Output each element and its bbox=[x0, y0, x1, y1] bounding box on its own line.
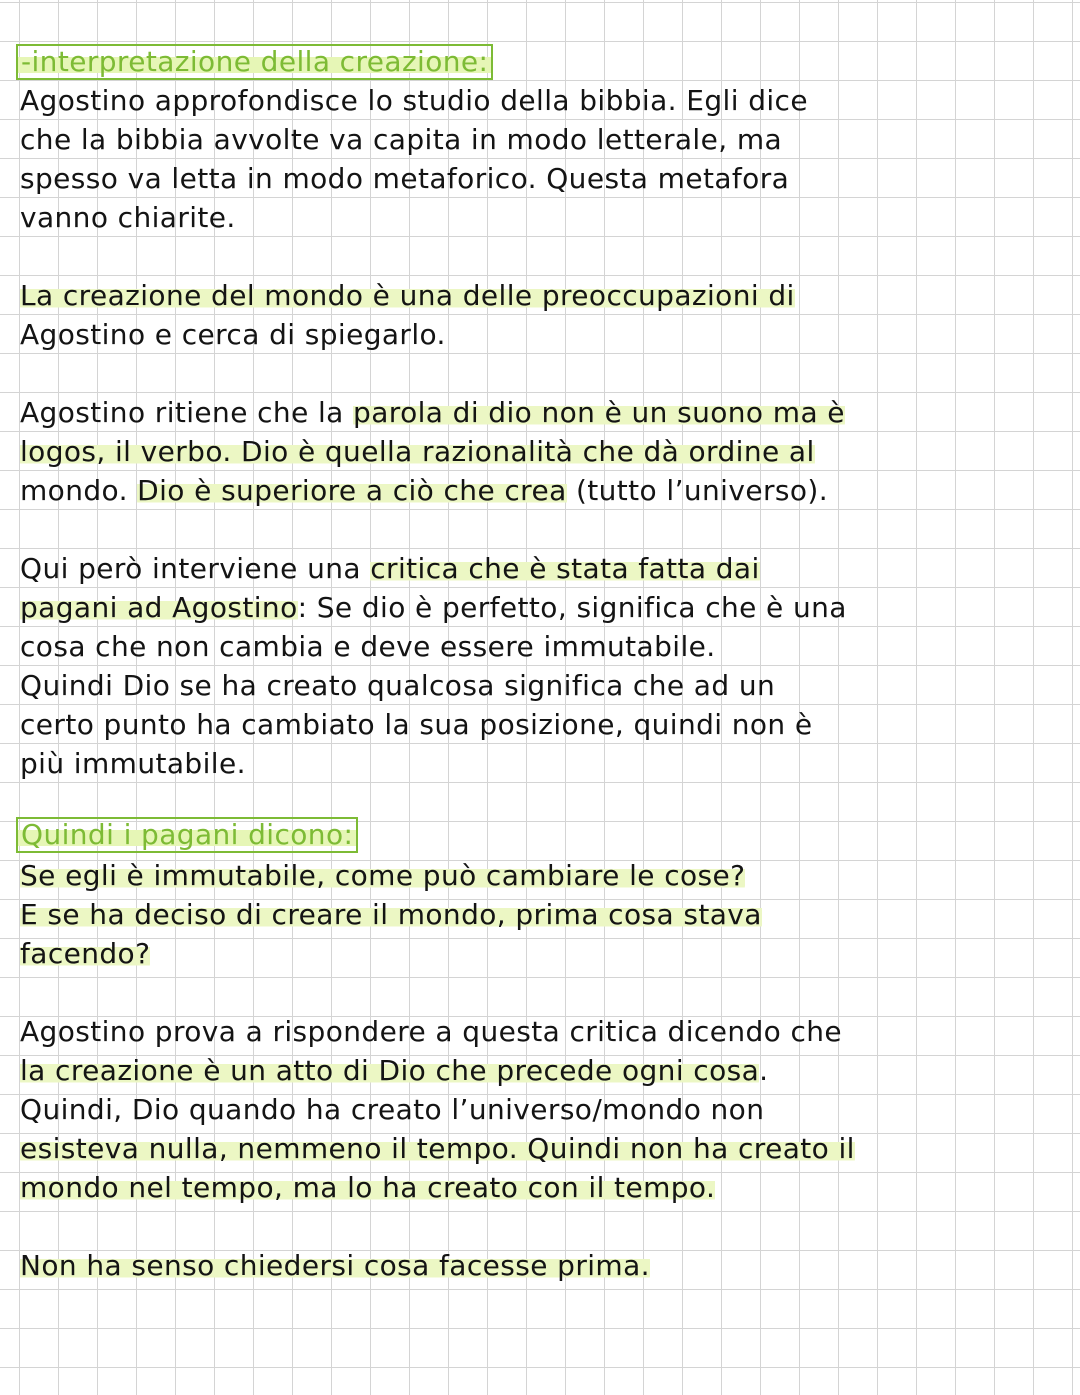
highlight: Dio è superiore a ciò che crea bbox=[137, 474, 567, 507]
text-line bbox=[20, 934, 1060, 973]
text-line bbox=[20, 856, 1060, 895]
text-line: certo punto ha cambiato la sua posizione, quindi non è bbox=[20, 708, 813, 741]
text-line: Agostino e cerca di spiegarlo. bbox=[20, 318, 446, 351]
text-line bbox=[20, 1168, 1060, 1207]
text-line: cosa che non cambia e deve essere immutabile. bbox=[20, 630, 716, 663]
text-span: Qui però interviene una bbox=[20, 552, 371, 585]
paragraph-7 bbox=[20, 1246, 1060, 1285]
section-heading-2 bbox=[20, 815, 1060, 854]
paragraph-5 bbox=[20, 856, 1060, 973]
text-line: spesso va letta in modo metaforico. Questa metafora bbox=[20, 162, 790, 195]
text-line bbox=[20, 432, 1060, 471]
highlight: esisteva nulla, nemmeno il tempo. Quindi non ha creato il bbox=[20, 1132, 855, 1165]
text-line: più immutabile. bbox=[20, 747, 246, 780]
text-line bbox=[20, 276, 1060, 315]
text-line bbox=[20, 895, 1060, 934]
text-line: che la bibbia avvolte va capita in modo letterale, ma bbox=[20, 123, 783, 156]
heading-interpretazione: -interpretazione della creazione: bbox=[16, 44, 493, 80]
highlight: Se egli è immutabile, come può cambiare le cose? bbox=[20, 859, 746, 892]
paragraph-3 bbox=[20, 393, 1060, 510]
text-line bbox=[20, 1246, 1060, 1285]
paragraph-2 bbox=[20, 276, 1060, 354]
text-line: vanno chiarite. bbox=[20, 201, 236, 234]
paragraph-1 bbox=[20, 81, 1060, 237]
text-line bbox=[20, 471, 1060, 510]
highlight: Non ha senso chiedersi cosa facesse prima. bbox=[20, 1249, 650, 1282]
text-line: Agostino approfondisce lo studio della bibbia. Egli dice bbox=[20, 84, 808, 117]
text-line bbox=[20, 549, 1060, 588]
highlight: facendo? bbox=[20, 937, 151, 970]
highlight: parola di dio non è un suono ma è bbox=[353, 396, 845, 429]
highlight: La creazione del mondo è una delle preoccupazioni di bbox=[20, 279, 795, 312]
text-line: Quindi Dio se ha creato qualcosa significa che ad un bbox=[20, 669, 776, 702]
text-span: mondo. bbox=[20, 474, 138, 507]
highlight: E se ha deciso di creare il mondo, prima cosa stava bbox=[20, 898, 762, 931]
section-heading-1 bbox=[20, 42, 1060, 81]
highlight: logos, il verbo. Dio è quella razionalità che dà ordine al bbox=[20, 435, 815, 468]
highlight: mondo nel tempo, ma lo ha creato con il tempo. bbox=[20, 1171, 716, 1204]
text-span: Agostino ritiene che la bbox=[20, 396, 354, 429]
paragraph-4 bbox=[20, 549, 1060, 783]
text-span: : Se dio è perfetto, significa che è una bbox=[297, 591, 847, 624]
heading-pagani-dicono: Quindi i pagani dicono: bbox=[16, 817, 358, 853]
text-line bbox=[20, 393, 1060, 432]
paragraph-6 bbox=[20, 1012, 1060, 1207]
highlight: pagani ad Agostino bbox=[20, 591, 298, 624]
text-line bbox=[20, 1051, 1060, 1090]
text-span: (tutto l’universo). bbox=[566, 474, 828, 507]
text-span: . bbox=[759, 1054, 769, 1087]
highlight: critica che è stata fatta dai bbox=[370, 552, 760, 585]
text-line bbox=[20, 1129, 1060, 1168]
text-line: Quindi, Dio quando ha creato l’universo/mondo non bbox=[20, 1093, 765, 1126]
text-line: Agostino prova a rispondere a questa critica dicendo che bbox=[20, 1015, 843, 1048]
text-line bbox=[20, 588, 1060, 627]
highlight: la creazione è un atto di Dio che precede ogni cosa bbox=[20, 1054, 760, 1087]
